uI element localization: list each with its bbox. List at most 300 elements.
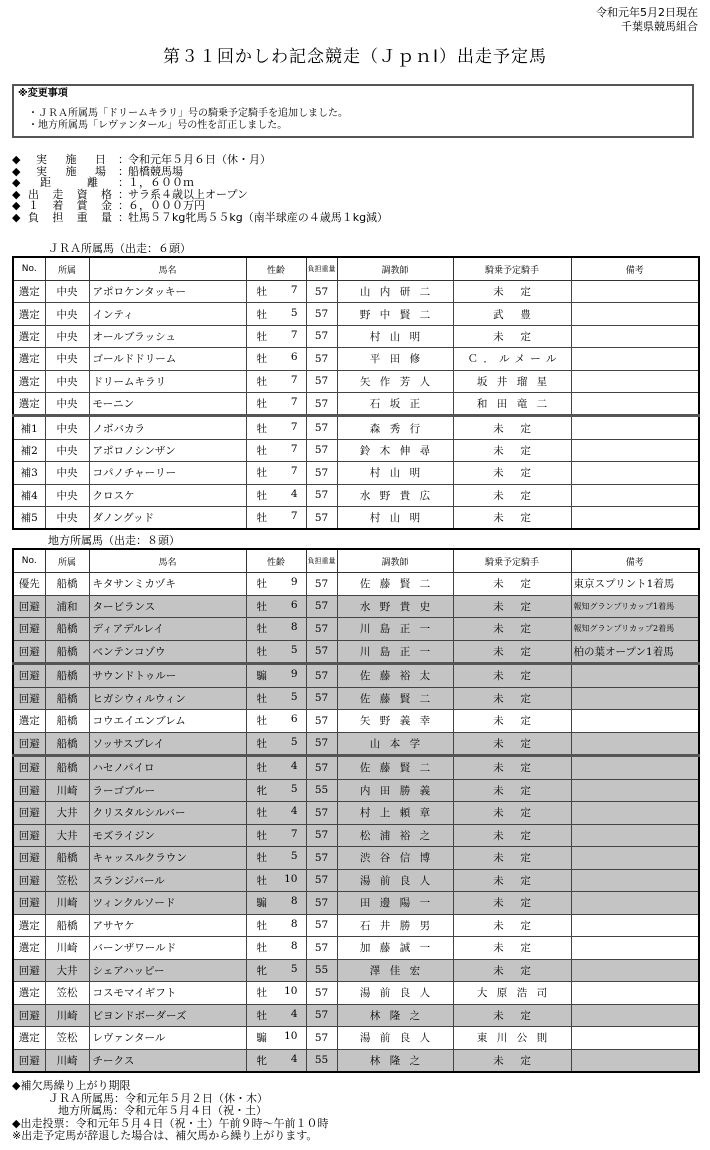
sex-age <box>246 439 306 461</box>
col-no-header: No. <box>13 257 45 281</box>
trainer: 渋谷信博 <box>337 847 453 870</box>
entry-status: 優先 <box>13 573 45 596</box>
affiliation: 中央 <box>45 484 89 506</box>
remarks <box>571 325 699 347</box>
horse-name: ハセノパイロ <box>89 756 246 780</box>
horse-name: ビヨンドボーダーズ <box>89 1004 246 1027</box>
carried-weight: 57 <box>306 416 337 439</box>
sex-age <box>246 756 306 780</box>
remarks <box>571 824 699 847</box>
sex: 牡 <box>256 807 267 820</box>
sex-age <box>246 506 306 529</box>
trainer: 林隆之 <box>337 1004 453 1027</box>
sex-age <box>246 1004 306 1027</box>
jra-entries-table <box>12 256 700 530</box>
sex-age <box>246 710 306 733</box>
entry-status: 回避 <box>13 1004 45 1027</box>
footer-line: ◆出走投票：令和元年５月４日（祝・土）午前９時～午前１０時 <box>12 1116 329 1130</box>
sex-age <box>246 847 306 870</box>
jockey: 未定 <box>453 802 571 825</box>
info-label <box>28 177 118 189</box>
carried-weight: 57 <box>306 573 337 596</box>
col-affiliation-header: 所属 <box>45 257 89 281</box>
affiliation: 中央 <box>45 348 89 370</box>
remarks <box>571 303 699 325</box>
table-row <box>13 370 699 392</box>
horse-name: チークス <box>89 1049 246 1072</box>
remarks <box>571 756 699 780</box>
affiliation: 大井 <box>45 824 89 847</box>
horse-name: ドリームキラリ <box>89 370 246 392</box>
remarks <box>571 937 699 960</box>
table-row <box>13 756 699 780</box>
trainer: 村山明 <box>337 462 453 484</box>
trainer: 矢作芳人 <box>337 370 453 392</box>
trainer: 村山明 <box>337 506 453 529</box>
entry-status: 回避 <box>13 892 45 915</box>
age: 4 <box>290 1052 298 1065</box>
affiliation: 大井 <box>45 959 89 982</box>
affiliation: 中央 <box>45 392 89 415</box>
carried-weight: 57 <box>306 869 337 892</box>
col-no-header: No. <box>13 549 45 573</box>
carried-weight: 57 <box>306 664 337 688</box>
col-remarks-header: 備考 <box>571 257 699 281</box>
entry-status: 回避 <box>13 618 45 641</box>
info-row <box>12 200 388 212</box>
remarks <box>571 1049 699 1072</box>
info-row <box>12 177 388 189</box>
table-row <box>13 802 699 825</box>
remarks <box>571 802 699 825</box>
page-title: 第３１回かしわ記念競走（ＪｐｎⅠ）出走予定馬 <box>162 47 547 67</box>
sex-age <box>246 573 306 596</box>
col-jockey-header: 騎乗予定騎手 <box>453 549 571 573</box>
entry-status: 回避 <box>13 869 45 892</box>
horse-name: コパノチャーリー <box>89 462 246 484</box>
info-label-char: 離 <box>87 176 98 189</box>
table-row <box>13 847 699 870</box>
carried-weight: 57 <box>306 348 337 370</box>
col-horse-name-header: 馬名 <box>89 549 246 573</box>
sex: 騸 <box>256 1032 267 1045</box>
remarks: 東京スプリント1着馬 <box>571 573 699 596</box>
jockey: Ｃ．ルメール <box>453 348 571 370</box>
age: 7 <box>290 396 298 409</box>
sex: 牡 <box>256 692 267 705</box>
sex-age <box>246 416 306 439</box>
horse-name: キタサンミカヅキ <box>89 573 246 596</box>
jockey: 未定 <box>453 732 571 756</box>
horse-name: ヒガシウィルウィン <box>89 687 246 710</box>
table-row <box>13 779 699 802</box>
sex: 牡 <box>256 600 267 613</box>
sex: 牡 <box>256 829 267 842</box>
sex-age <box>246 618 306 641</box>
info-label-char: 負 <box>28 210 39 224</box>
notice-heading: ※変更事項 <box>18 88 68 99</box>
entry-status: 選定 <box>13 937 45 960</box>
col-weight-header: 負担重量 <box>306 257 337 281</box>
sex-age <box>246 281 306 303</box>
age: 6 <box>290 598 298 611</box>
age: 7 <box>290 442 298 455</box>
sex-age <box>246 325 306 347</box>
sex: 牡 <box>256 512 267 525</box>
diamond-bullet-icon: ◆ <box>12 176 21 189</box>
entry-status: 選定 <box>13 710 45 733</box>
jockey: 大原浩司 <box>453 982 571 1005</box>
jockey: 坂井瑠星 <box>453 370 571 392</box>
trainer: 石坂正 <box>337 392 453 415</box>
table-row <box>13 573 699 596</box>
age: 7 <box>290 827 298 840</box>
info-label-char: 日 <box>95 153 106 166</box>
info-row <box>12 166 388 178</box>
jockey: 未定 <box>453 573 571 596</box>
info-label-char: 走 <box>52 187 64 201</box>
affiliation: 中央 <box>45 281 89 303</box>
age: 4 <box>290 487 298 500</box>
sex-age <box>246 1027 306 1050</box>
sex-age <box>246 392 306 415</box>
entry-status: 選定 <box>13 392 45 415</box>
carried-weight: 57 <box>306 392 337 415</box>
age: 4 <box>290 760 298 773</box>
age: 7 <box>290 465 298 478</box>
age: 10 <box>284 1030 298 1043</box>
affiliation: 浦和 <box>45 595 89 618</box>
horse-name: ダノングッド <box>89 506 246 529</box>
remarks <box>571 710 699 733</box>
jockey: 未定 <box>453 325 571 347</box>
col-sex-age-header: 性齢 <box>246 549 306 573</box>
sex: 牝 <box>256 784 267 797</box>
sex-age <box>246 348 306 370</box>
carried-weight: 57 <box>306 618 337 641</box>
horse-name: キャッスルクラウン <box>89 847 246 870</box>
entry-status: 回避 <box>13 732 45 756</box>
jockey: 未定 <box>453 892 571 915</box>
affiliation: 船橋 <box>45 847 89 870</box>
age: 6 <box>290 351 298 364</box>
trainer: 田邊陽一 <box>337 892 453 915</box>
entry-status: 選定 <box>13 1027 45 1050</box>
table-row <box>13 914 699 937</box>
carried-weight: 55 <box>306 1049 337 1072</box>
carried-weight: 57 <box>306 281 337 303</box>
carried-weight: 57 <box>306 824 337 847</box>
trainer: 内田勝義 <box>337 779 453 802</box>
info-label-char: 担 <box>52 210 64 224</box>
table-row <box>13 687 699 710</box>
carried-weight: 57 <box>306 439 337 461</box>
table-row <box>13 892 699 915</box>
trainer: 村山明 <box>337 325 453 347</box>
trainer: 加藤誠一 <box>337 937 453 960</box>
age: 8 <box>290 895 298 908</box>
entry-status: 選定 <box>13 348 45 370</box>
jockey: 未定 <box>453 756 571 780</box>
table-row <box>13 1049 699 1072</box>
carried-weight: 57 <box>306 937 337 960</box>
table-row <box>13 506 699 529</box>
sex: 牝 <box>256 964 267 977</box>
sex-age <box>246 370 306 392</box>
remarks <box>571 869 699 892</box>
horse-name: インティ <box>89 303 246 325</box>
horse-name: アポロノシンザン <box>89 439 246 461</box>
info-label <box>28 200 118 212</box>
jockey: 未定 <box>453 1004 571 1027</box>
age: 7 <box>290 328 298 341</box>
entry-status: 回避 <box>13 756 45 780</box>
table-row <box>13 732 699 756</box>
info-label-char: 距 <box>40 176 51 189</box>
affiliation: 中央 <box>45 303 89 325</box>
info-label-char: 施 <box>65 164 77 178</box>
age: 5 <box>290 850 298 863</box>
info-label-char: 場 <box>95 164 106 178</box>
sex-age <box>246 982 306 1005</box>
horse-name: クロスケ <box>89 484 246 506</box>
sex: 牡 <box>256 942 267 955</box>
jockey: 未定 <box>453 416 571 439</box>
info-label-char: 施 <box>65 153 77 166</box>
trainer: 矢野義幸 <box>337 710 453 733</box>
remarks <box>571 847 699 870</box>
affiliation: 船橋 <box>45 640 89 664</box>
entry-status: 回避 <box>13 640 45 664</box>
jockey: 武豊 <box>453 303 571 325</box>
table-row <box>13 640 699 664</box>
carried-weight: 57 <box>306 370 337 392</box>
affiliation: 笠松 <box>45 982 89 1005</box>
sex-age <box>246 824 306 847</box>
age: 8 <box>290 917 298 930</box>
sex: 牡 <box>256 398 267 411</box>
trainer: 佐藤賢二 <box>337 756 453 780</box>
info-value: １，６００ｍ <box>128 176 194 189</box>
trainer: 森秀行 <box>337 416 453 439</box>
affiliation: 船橋 <box>45 687 89 710</box>
sex-age <box>246 462 306 484</box>
entry-status: 回避 <box>13 779 45 802</box>
horse-name: ベンテンコゾウ <box>89 640 246 664</box>
col-jockey-header: 騎乗予定騎手 <box>453 257 571 281</box>
diamond-bullet-icon: ◆ <box>12 199 21 212</box>
info-label <box>28 154 118 166</box>
horse-name: ラーゴブルー <box>89 779 246 802</box>
age: 6 <box>290 713 298 726</box>
trainer: 澤佳宏 <box>337 959 453 982</box>
age: 4 <box>290 1007 298 1020</box>
jockey: 未定 <box>453 281 571 303</box>
trainer: 佐藤賢二 <box>337 687 453 710</box>
carried-weight: 55 <box>306 959 337 982</box>
trainer: 松浦裕之 <box>337 824 453 847</box>
diamond-bullet-icon: ◆ <box>12 210 21 224</box>
sex: 牡 <box>256 444 267 457</box>
horse-name: オールブラッシュ <box>89 325 246 347</box>
sex-age <box>246 779 306 802</box>
remarks <box>571 462 699 484</box>
table-row <box>13 959 699 982</box>
trainer: 水野貴広 <box>337 484 453 506</box>
table-row <box>13 325 699 347</box>
sex: 牝 <box>256 1054 267 1067</box>
col-trainer-header: 調教師 <box>337 549 453 573</box>
table-row <box>13 392 699 415</box>
entry-status: 選定 <box>13 281 45 303</box>
col-horse-name-header: 馬名 <box>89 257 246 281</box>
age: 7 <box>290 510 298 523</box>
race-info <box>12 154 388 223</box>
jockey: 未定 <box>453 595 571 618</box>
col-trainer-header: 調教師 <box>337 257 453 281</box>
remarks <box>571 687 699 710</box>
sex: 牡 <box>256 489 267 502</box>
jockey: 未定 <box>453 869 571 892</box>
info-label-char: １ <box>28 199 39 212</box>
carried-weight: 57 <box>306 687 337 710</box>
jockey: 未定 <box>453 959 571 982</box>
affiliation: 笠松 <box>45 869 89 892</box>
trainer: 村上頼章 <box>337 802 453 825</box>
affiliation: 船橋 <box>45 618 89 641</box>
carried-weight: 57 <box>306 710 337 733</box>
trainer: 佐藤裕太 <box>337 664 453 688</box>
table-row <box>13 303 699 325</box>
table-row <box>13 462 699 484</box>
age: 7 <box>290 284 298 297</box>
carried-weight: 55 <box>306 779 337 802</box>
diamond-bullet-icon: ◆ <box>12 164 21 178</box>
table-row <box>13 710 699 733</box>
sex: 牡 <box>256 375 267 388</box>
age: 8 <box>290 940 298 953</box>
age: 4 <box>290 805 298 818</box>
affiliation: 船橋 <box>45 573 89 596</box>
remarks <box>571 484 699 506</box>
affiliation: 川崎 <box>45 779 89 802</box>
sex-age <box>246 1049 306 1072</box>
table-row <box>13 937 699 960</box>
jockey: 未定 <box>453 779 571 802</box>
info-label <box>28 212 118 224</box>
carried-weight: 57 <box>306 756 337 780</box>
jra-caption: ＪＲＡ所属馬（出走：６頭） <box>48 242 191 255</box>
sex-age <box>246 595 306 618</box>
carried-weight: 57 <box>306 1004 337 1027</box>
entry-status: 回避 <box>13 664 45 688</box>
carried-weight: 57 <box>306 640 337 664</box>
table-row <box>13 618 699 641</box>
carried-weight: 57 <box>306 914 337 937</box>
carried-weight: 57 <box>306 595 337 618</box>
entry-status: 回避 <box>13 687 45 710</box>
entry-status: 回避 <box>13 1049 45 1072</box>
entry-status: 回避 <box>13 847 45 870</box>
colon: ： <box>118 210 129 224</box>
horse-name: アポロケンタッキー <box>89 281 246 303</box>
sex: 牡 <box>256 987 267 1000</box>
affiliation: 船橋 <box>45 664 89 688</box>
trainer: 山内研二 <box>337 281 453 303</box>
sex: 牡 <box>256 874 267 887</box>
table-row <box>13 869 699 892</box>
trainer: 川島正一 <box>337 640 453 664</box>
entry-status: 回避 <box>13 595 45 618</box>
colon: ： <box>118 153 129 166</box>
affiliation: 船橋 <box>45 914 89 937</box>
sex: 牡 <box>256 330 267 343</box>
col-weight-header: 負担重量 <box>306 549 337 573</box>
entry-status: 選定 <box>13 914 45 937</box>
sex: 牡 <box>256 762 267 775</box>
footer-line: 地方所属馬：令和元年５月４日（祝・土） <box>58 1104 267 1117</box>
carried-weight: 57 <box>306 732 337 756</box>
horse-name: クリスタルシルバー <box>89 802 246 825</box>
info-label-char: 実 <box>36 153 47 166</box>
info-label-char: 量 <box>100 210 112 224</box>
sex-age <box>246 914 306 937</box>
sex: 牡 <box>256 308 267 321</box>
trainer: 鈴木伸尋 <box>337 439 453 461</box>
table-row <box>13 1004 699 1027</box>
sex-age <box>246 640 306 664</box>
jockey: 未定 <box>453 618 571 641</box>
jockey: 未定 <box>453 439 571 461</box>
trainer: 野中賢二 <box>337 303 453 325</box>
entry-status: 回避 <box>13 802 45 825</box>
horse-name: モズライジン <box>89 824 246 847</box>
sex-age <box>246 959 306 982</box>
sex: 騸 <box>256 897 267 910</box>
horse-name: ディアデルレイ <box>89 618 246 641</box>
carried-weight: 57 <box>306 1027 337 1050</box>
affiliation: 船橋 <box>45 732 89 756</box>
affiliation: 中央 <box>45 506 89 529</box>
affiliation: 中央 <box>45 462 89 484</box>
affiliation: 川崎 <box>45 892 89 915</box>
affiliation: 船橋 <box>45 710 89 733</box>
jockey: 未定 <box>453 1049 571 1072</box>
table-row <box>13 664 699 688</box>
entry-status: 選定 <box>13 370 45 392</box>
info-value: サラ系４歳以上オープン <box>128 187 249 201</box>
age: 9 <box>290 576 298 589</box>
horse-name: ツィンクルソード <box>89 892 246 915</box>
sex-age <box>246 303 306 325</box>
entry-status: 補3 <box>13 462 45 484</box>
affiliation: 船橋 <box>45 756 89 780</box>
carried-weight: 57 <box>306 847 337 870</box>
entry-status: 補4 <box>13 484 45 506</box>
jockey: 和田竜二 <box>453 392 571 415</box>
trainer: 平田修 <box>337 348 453 370</box>
sex-age <box>246 802 306 825</box>
table-header-row <box>13 549 699 573</box>
jockey: 未定 <box>453 687 571 710</box>
notice-item: ・地方所属馬「レヴァンタール」号の性を訂正しました。 <box>28 120 288 131</box>
info-value: 牡馬５７kg牝馬５５kg（南半球産の４歳馬１kg減） <box>128 210 389 224</box>
jockey: 未定 <box>453 847 571 870</box>
change-notice-box <box>12 84 694 138</box>
trainer: 水野貴史 <box>337 595 453 618</box>
info-label-char: 実 <box>36 164 47 178</box>
diamond-bullet-icon: ◆ <box>12 187 21 201</box>
